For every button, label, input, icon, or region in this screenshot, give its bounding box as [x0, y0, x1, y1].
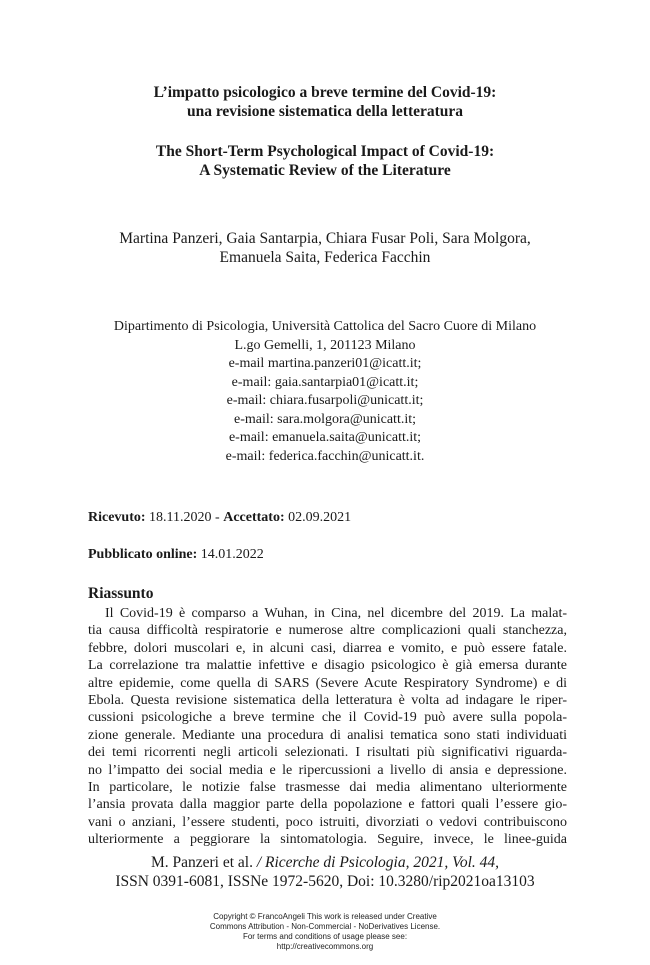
copyright-line: Copyright © FrancoAngeli This work is released under Creative: [213, 912, 437, 921]
received-label: Ricevuto:: [88, 510, 146, 525]
title-it-line-2: una revisione sistematica della letteratura: [186, 103, 464, 120]
email-line[interactable]: e-mail: chiara.fusarpoli@unicatt.it;: [226, 393, 424, 408]
accepted-date: 02.09.2021: [288, 510, 352, 525]
abstract-line: Ebola. Questa revisione sistematica della letteratura è volta ad indagare le riper-: [88, 693, 567, 709]
citation-line-1: [0, 853, 650, 872]
copyright-line: Commons Attribution - Non-Commercial - NoDerivatives License.: [209, 922, 441, 931]
abstract-line: La correlazione tra malattie infettive e disagio psicologico è già emersa durante: [88, 658, 567, 674]
accepted-label: Accettato:: [223, 510, 285, 525]
abstract-line: febbre, dolori muscolari e, in alcuni casi, diarrea e vomito, e può essere fatale.: [88, 640, 567, 656]
citation-issn: ISSN 0391-6081, ISSNe 1972-5620, Doi: 10.3280/rip2021oa13103: [115, 873, 535, 890]
abstract-line: altre epidemie, come quella di SARS (Severe Acute Respiratory Syndrome) e di: [88, 675, 567, 691]
email-line[interactable]: e-mail martina.panzeri01@icatt.it;: [228, 356, 422, 371]
affiliation: [0, 318, 650, 466]
title-en-line-1: The Short-Term Psychological Impact of Covid-19:: [155, 143, 495, 160]
citation-authors: M. Panzeri et al.: [150, 854, 253, 871]
copyright-line: For terms and conditions of usage please see:: [242, 932, 408, 941]
author-list: [0, 229, 650, 267]
authors-line-2: Emanuela Saita, Federica Facchin: [219, 249, 431, 266]
abstract-heading: Riassunto: [88, 585, 154, 602]
abstract-line: ulteriormente a peggiorare la sintomatologia. Seguire, invece, le linee-guida: [88, 832, 567, 848]
abstract-line: tia causa difficoltà respiratorie e numerose altre complicazioni quali stanchezza,: [88, 623, 567, 639]
email-line[interactable]: e-mail: federica.facchin@unicatt.it.: [225, 448, 425, 464]
received-date: 18.11.2020: [149, 510, 212, 525]
department: Dipartimento di Psicologia, Università Cattolica del Sacro Cuore di Milano: [113, 319, 537, 334]
article-title: [0, 83, 650, 180]
abstract-line: cussioni psicologiche a breve termine che il Covid-19 può avere sulla popola-: [88, 710, 567, 726]
copyright-notice: [0, 912, 650, 952]
published-value: 14.01.2022: [200, 547, 264, 562]
email-line[interactable]: e-mail: emanuela.saita@unicatt.it;: [228, 430, 422, 445]
date-separator: -: [215, 510, 220, 525]
abstract-line: dei temi ricorrenti negli articoli selezionati. I risultati più significativi riguarda-: [88, 745, 567, 761]
title-en: [0, 142, 650, 180]
address: L.go Gemelli, 1, 201123 Milano: [234, 337, 416, 353]
authors-line-1: Martina Panzeri, Gaia Santarpia, Chiara Fusar Poli, Sara Molgora,: [119, 230, 531, 247]
title-en-line-2: A Systematic Review of the Literature: [199, 162, 451, 179]
abstract-line: In particolare, le notizie false trasmesse dai media alimentano ulteriormente: [88, 780, 567, 796]
email-line[interactable]: e-mail: gaia.santarpia01@icatt.it;: [231, 374, 419, 390]
abstract-line: l’ansia provata dalla maggior parte della popolazione e fattori quali l’essere gio-: [88, 797, 567, 813]
published-date: [88, 546, 264, 564]
published-label: Pubblicato online:: [88, 547, 198, 562]
abstract-body: [88, 605, 567, 849]
abstract-line: vani o anziani, l’essere studenti, poco istruiti, divorziati o vedovi contribuiscono: [88, 814, 567, 830]
license-link[interactable]: http://creativecommons.org: [276, 942, 374, 951]
abstract-line: Il Covid-19 è comparso a Wuhan, in Cina, nel dicembre del 2019. La malat-: [105, 606, 567, 621]
email-line[interactable]: e-mail: sara.molgora@unicatt.it;: [234, 411, 416, 427]
citation: [0, 853, 650, 891]
abstract-line: zione generale. Mediante una procedura di analisi tematica sono stati individuati: [88, 727, 567, 743]
title-it-line-1: L’impatto psicologico a breve termine del Covid-19:: [153, 84, 497, 101]
received-accepted-dates: [88, 509, 351, 527]
abstract-line: no l’impatto dei social media e le ripercussioni a livello di ansia e depressione.: [88, 762, 567, 778]
citation-journal: / Ricerche di Psicologia, 2021, Vol. 44,: [256, 854, 500, 871]
